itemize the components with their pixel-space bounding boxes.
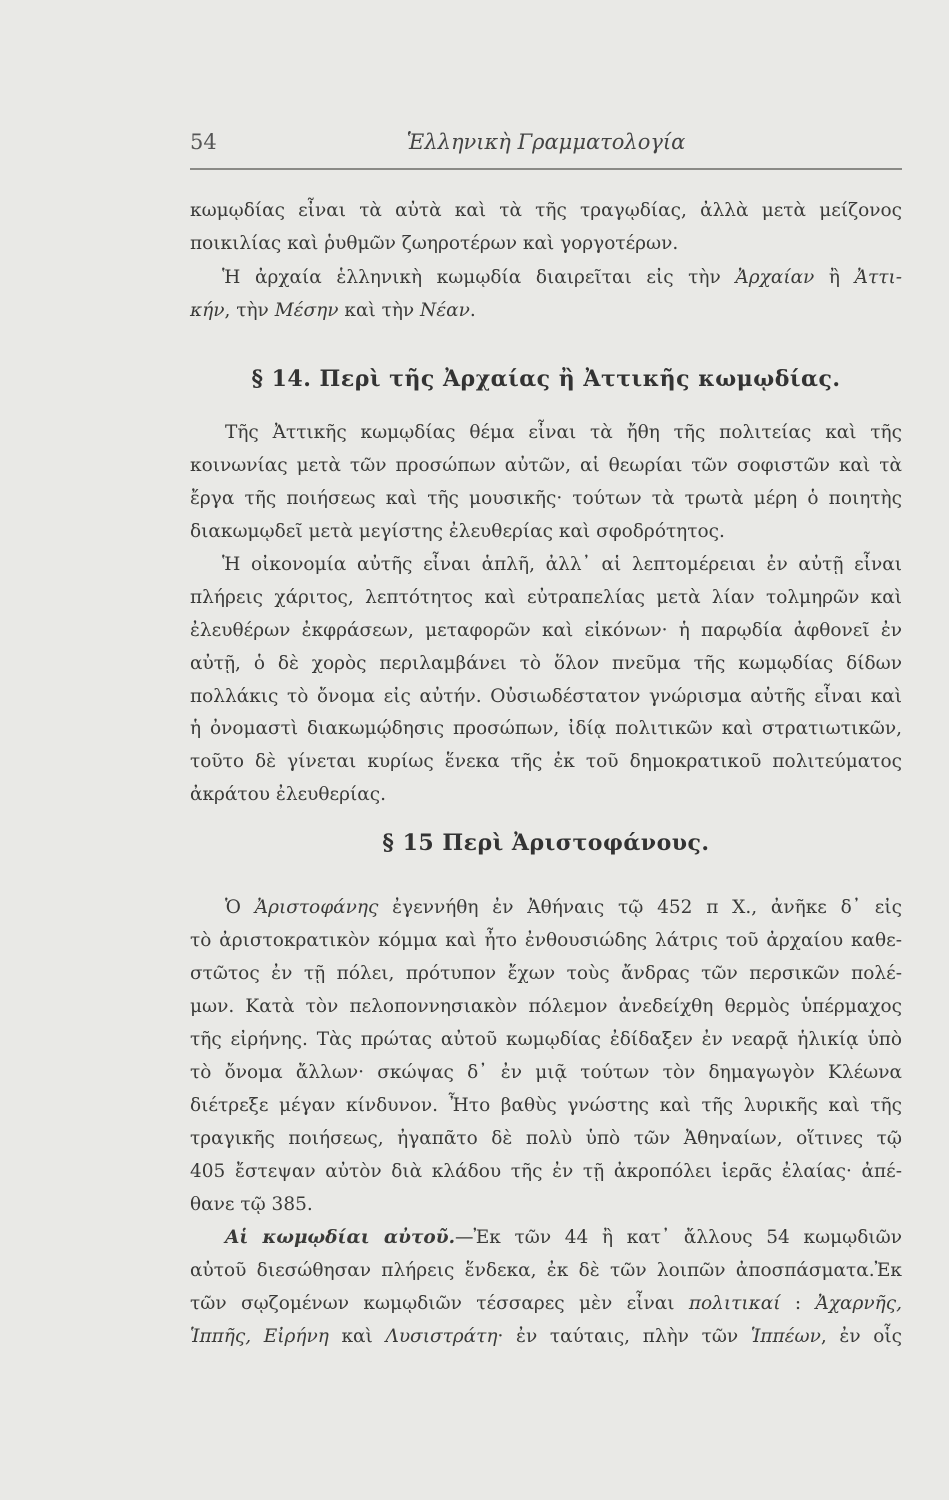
text-line: τῶν σῳζομένων κωμῳδιῶν τέσσαρες μὲν εἶναι πολιτικαί : Ἀχαρνῆς,: [190, 1293, 902, 1314]
text-line: τὸ ὄνομα ἄλλων· σκώψας δ᾽ ἐν μιᾷ τούτων τὸν δημαγωγὸν Κλέωνα: [190, 1062, 902, 1083]
term-nea: Νέαν: [420, 300, 470, 321]
section-15-heading: § 15 Περὶ Ἀριστοφάνους.: [382, 830, 710, 856]
text-line: Αἱ κωμῳδίαι αὐτοῦ.—Ἐκ τῶν 44 ἢ κατ᾽ ἄλλους 54 κωμῳδιῶν: [225, 1227, 902, 1248]
text-line: Τῆς Ἀττικῆς κωμῳδίας θέμα εἶναι τὰ ἤθη τῆς πολιτείας καὶ τῆς: [225, 422, 902, 443]
text-line: τραγικῆς ποιήσεως, ἠγαπᾶτο δὲ πολὺ ὑπὸ τῶν Ἀθηναίων, οἵτινες τῷ: [190, 1128, 902, 1149]
text-line: ἐλευθέρων ἐκφράσεων, μεταφορῶν καὶ εἰκόνων· ἡ παρῳδία ἀφθονεῖ ἐν: [190, 620, 902, 641]
text-line: διέτρεξε μέγαν κίνδυνον. Ἦτο βαθὺς γνώστης καὶ τῆς λυρικῆς καὶ τῆς: [190, 1095, 902, 1116]
running-title: Ἑλληνικὴ Γραμματολογία: [406, 130, 686, 154]
header-rule: [190, 168, 902, 170]
subsection-label: Αἱ κωμῳδίαι αὐτοῦ.: [225, 1227, 456, 1248]
text-line: πολλάκις τὸ ὄνομα εἰς αὐτήν. Οὐσιωδέστατον γνώρισμα αὐτῆς εἶναι καὶ: [190, 686, 902, 707]
text-line: πλήρεις χάριτος, λεπτότητος καὶ εὐτραπελίας μετὰ λίαν τολμηρῶν καὶ: [190, 587, 902, 608]
text-line: ἔργα τῆς ποιήσεως καὶ τῆς μουσικῆς· τούτων τὰ τρωτὰ μέρη ὁ ποιητὴς: [190, 488, 902, 509]
term-archaia: Ἀρχαίαν: [735, 267, 815, 288]
page-number: 54: [190, 130, 217, 154]
text-line: ἀκράτου ἐλευθερίας.: [190, 784, 386, 805]
text-line: κήν, τὴν Μέσην καὶ τὴν Νέαν.: [190, 300, 476, 321]
text-line: στῶτος ἐν τῇ πόλει, πρότυπον ἔχων τοὺς ἄνδρας τῶν περσικῶν πολέ-: [190, 963, 902, 984]
text-line: μων. Κατὰ τὸν πελοποννησιακὸν πόλεμον ἀνεδείχθη θερμὸς ὑπέρμαχος: [190, 996, 902, 1017]
text-line: τὸ ἀριστοκρατικὸν κόμμα καὶ ἦτο ἐνθουσιώδης λάτρις τοῦ ἀρχαίου καθε-: [190, 930, 902, 951]
text-line: τοῦτο δὲ γίνεται κυρίως ἕνεκα τῆς ἐκ τοῦ δημοκρατικοῦ πολιτεύματος: [190, 751, 902, 772]
text-line: τῆς εἰρήνης. Τὰς πρώτας αὐτοῦ κωμῳδίας ἐδίδαξεν ἐν νεαρᾷ ἡλικίᾳ ὑπὸ: [190, 1029, 902, 1050]
text-line: ποικιλίας καὶ ῥυθμῶν ζωηροτέρων καὶ γοργοτέρων.: [190, 233, 679, 254]
text-line: θανε τῷ 385.: [190, 1194, 313, 1215]
section-14-heading: § 14. Περὶ τῆς Ἀρχαίας ἢ Ἀττικῆς κωμῳδίας.: [251, 366, 841, 392]
text-line: 405 ἔστεψαν αὐτὸν διὰ κλάδου τῆς ἐν τῇ ἀκροπόλει ἱερᾶς ἐλαίας· ἀπέ-: [190, 1161, 902, 1182]
text-line: Ὁ Ἀριστοφάνης ἐγεννήθη ἐν Ἀθήναις τῷ 452 π Χ., ἀνῆκε δ᾽ εἰς: [225, 897, 903, 918]
text-line: Ἱππῆς, Εἰρήνη καὶ Λυσιστράτη· ἐν ταύταις, πλὴν τῶν Ἱππέων, ἐν οἷς: [190, 1326, 902, 1347]
text-line: διακωμῳδεῖ μετὰ μεγίστης ἐλευθερίας καὶ σφοδρότητος.: [190, 521, 725, 542]
text-line: Ἡ οἰκονομία αὐτῆς εἶναι ἁπλῆ, ἀλλ᾽ αἱ λεπτομέρειαι ἐν αὐτῇ εἶναι: [222, 554, 902, 575]
text-line: κωμῳδίας εἶναι τὰ αὐτὰ καὶ τὰ τῆς τραγῳδίας, ἀλλὰ μετὰ μείζονος: [190, 200, 902, 221]
text-line: Ἡ ἀρχαία ἑλληνικὴ κωμῳδία διαιρεῖται εἰς τὴν Ἀρχαίαν ἢ Ἀττι-: [222, 267, 902, 288]
text-line: ἡ ὀνομαστὶ διακωμῴδησις προσώπων, ἰδίᾳ πολιτικῶν καὶ στρατιωτικῶν,: [190, 718, 902, 739]
text-line: αὐτοῦ διεσώθησαν πλήρεις ἕνδεκα, ἐκ δὲ τῶν λοιπῶν ἀποσπάσματα.Ἐκ: [190, 1260, 902, 1281]
term-mese: Μέσην: [274, 300, 339, 321]
text-line: κοινωνίας μετὰ τῶν προσώπων αὐτῶν, αἱ θεωρίαι τῶν σοφιστῶν καὶ τὰ: [190, 455, 902, 476]
page-header: [190, 130, 902, 162]
text-line: αὐτῇ, ὁ δὲ χορὸς περιλαμβάνει τὸ ὅλον πνεῦμα τῆς κωμῳδίας δίδων: [190, 653, 902, 674]
name-aristophanes: Ἀριστοφάνης: [254, 897, 379, 918]
